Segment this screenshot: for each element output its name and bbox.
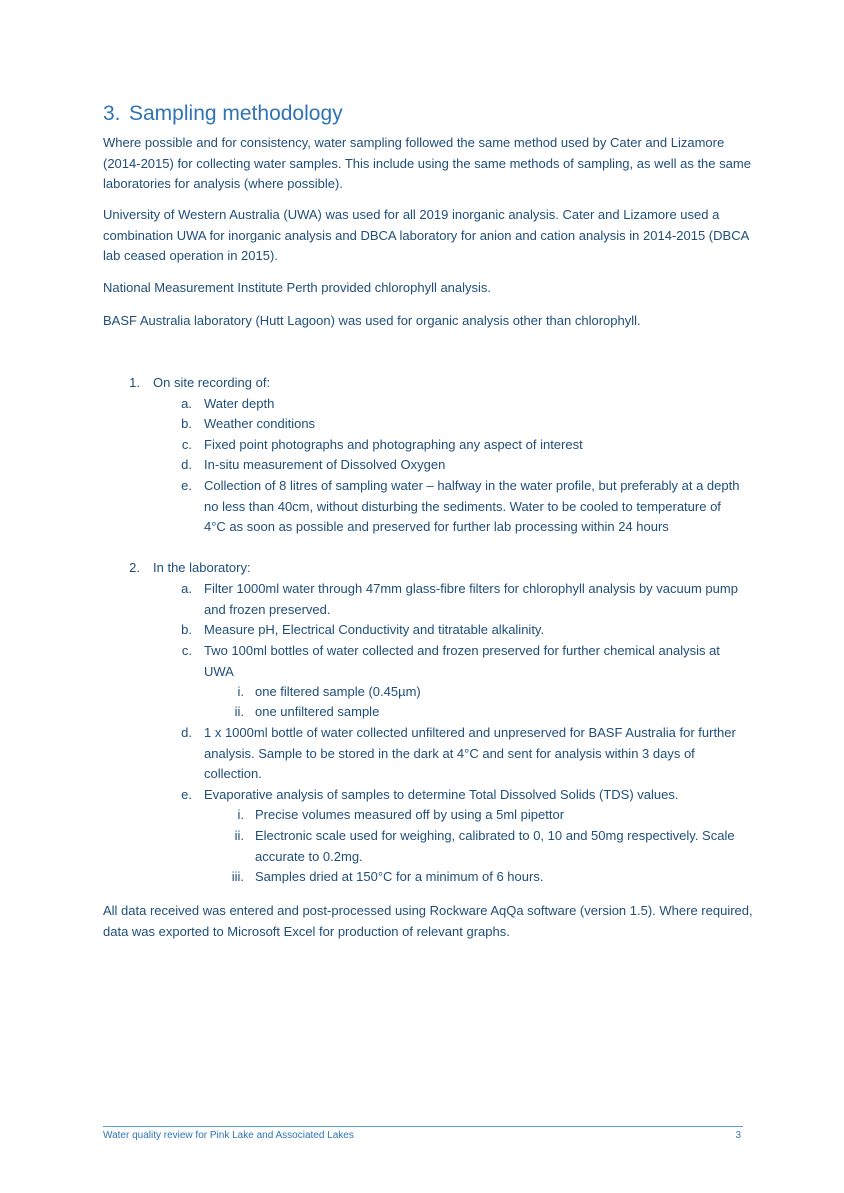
list-marker: ii.	[234, 828, 244, 843]
list-marker: c.	[181, 643, 192, 658]
list-text: Two 100ml bottles of water collected and frozen preserved for further chemical analysis at UWA	[204, 643, 720, 679]
list-text: On site recording of:	[153, 375, 271, 390]
list-text: one filtered sample (0.45µm)	[255, 684, 421, 699]
list-text: In-situ measurement of Dissolved Oxygen	[204, 457, 446, 472]
page-number: 3	[735, 1130, 741, 1141]
list-marker: b.	[181, 416, 192, 431]
list-marker: iii.	[231, 869, 244, 884]
basf-paragraph: BASF Australia laboratory (Hutt Lagoon) was used for organic analysis other than chlorophyll.	[103, 313, 641, 328]
list-text: Weather conditions	[204, 416, 316, 431]
list-text: In the laboratory:	[153, 560, 251, 575]
list-text: Fixed point photographs and photographing any aspect of interest	[204, 437, 583, 452]
list-text: Evaporative analysis of samples to determine Total Dissolved Solids (TDS) values.	[204, 787, 679, 802]
list-marker: d.	[181, 457, 192, 472]
list-marker: e.	[181, 787, 192, 802]
list-marker: i.	[237, 807, 244, 822]
list-marker: d.	[181, 725, 192, 740]
closing-paragraph: All data received was entered and post-processed using Rockware AqQa software (version 1.5). Where required, data was exported to Microsoft Excel for production of relevant graphs.	[103, 903, 753, 939]
footer-divider	[103, 1126, 743, 1127]
list-marker: c.	[181, 437, 192, 452]
list-marker: 2.	[129, 560, 140, 575]
list-marker: i.	[237, 684, 244, 699]
list-text: Precise volumes measured off by using a 5ml pipettor	[255, 807, 565, 822]
list-marker: ii.	[234, 704, 244, 719]
list-text: one unfiltered sample	[255, 704, 380, 719]
list-marker: a.	[181, 396, 192, 411]
list-text: Water depth	[204, 396, 275, 411]
list-text: Electronic scale used for weighing, calibrated to 0, 10 and 50mg respectively. Scale accurate to 0.2mg.	[255, 828, 735, 864]
section-title: Sampling methodology	[129, 102, 343, 125]
nmi-paragraph: National Measurement Institute Perth provided chlorophyll analysis.	[103, 280, 492, 295]
list-marker: a.	[181, 581, 192, 596]
section-number: 3.	[103, 102, 121, 125]
list-text: Collection of 8 litres of sampling water – halfway in the water profile, but preferably at a depth no less than 40cm, without disturbing the sediments. Water to be cooled to temperature of 4°C as soon as possible and preserved for further lab processing within 24 hours	[204, 478, 740, 534]
list-text: Filter 1000ml water through 47mm glass-fibre filters for chlorophyll analysis by vacuum pump and frozen preserved.	[204, 581, 738, 617]
list-marker: e.	[181, 478, 192, 493]
list-text: Samples dried at 150°C for a minimum of 6 hours.	[255, 869, 544, 884]
intro-paragraph: Where possible and for consistency, water sampling followed the same method used by Cater and Lizamore (2014-2015) for collecting water samples. This include using the same methods of sampling, as well as the same laboratories for analysis (where possible).	[103, 135, 751, 191]
section-heading	[103, 102, 343, 126]
list-marker: b.	[181, 622, 192, 637]
list-text: 1 x 1000ml bottle of water collected unfiltered and unpreserved for BASF Australia for further analysis. Sample to be stored in the dark at 4°C and sent for analysis within 3 days of collection.	[204, 725, 736, 781]
uwa-paragraph: University of Western Australia (UWA) was used for all 2019 inorganic analysis. Cater and Lizamore used a combination UWA for inorganic analysis and DBCA laboratory for anion and cation analysis in 2014-2015 (DBCA lab ceased operation in 2015).	[103, 207, 749, 263]
list-text: Measure pH, Electrical Conductivity and titratable alkalinity.	[204, 622, 545, 637]
footer-title: Water quality review for Pink Lake and Associated Lakes	[103, 1130, 354, 1141]
list-marker: 1.	[129, 375, 140, 390]
